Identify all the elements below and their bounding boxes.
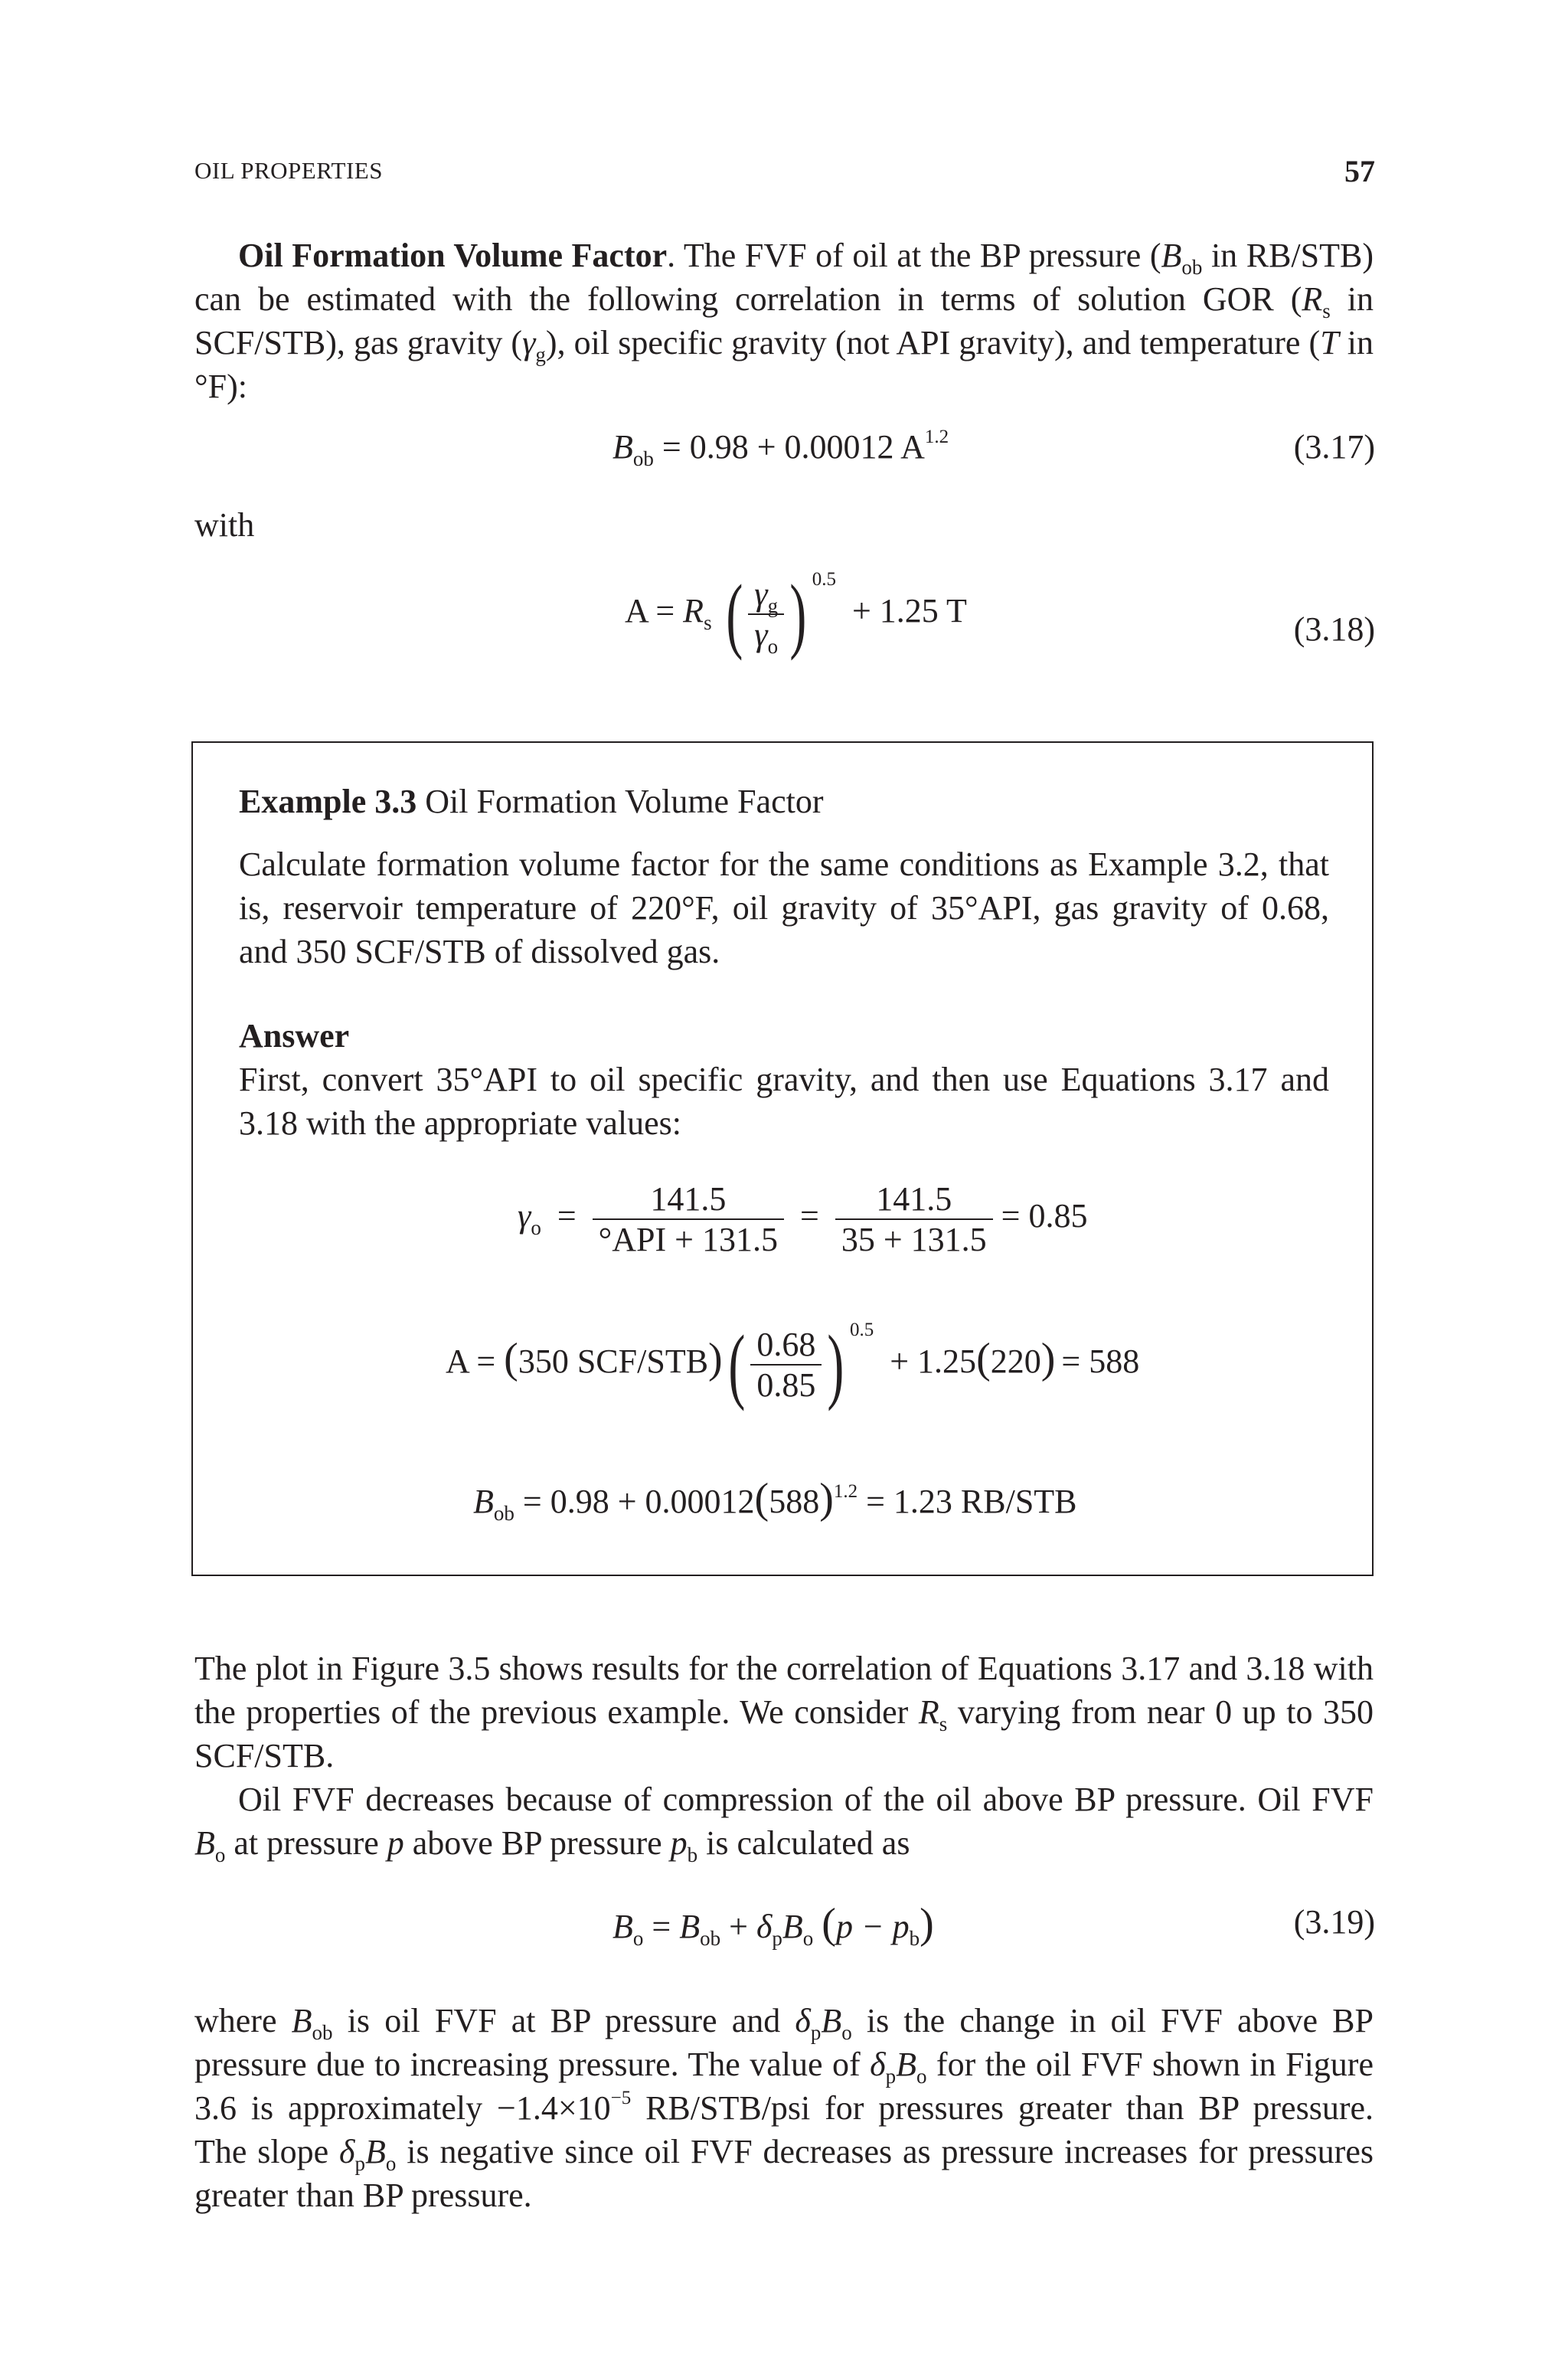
page-number: 57 <box>1344 154 1375 188</box>
equation-3-17: $B_{ob} = 0.98 + 0.00012$ $A^{1.2}$ <box>612 427 949 470</box>
body-paragraph-2: Oil FVF decreases because of compression of the oil above BP pressure. Oil FVF $B_o$ at pressure p above BP pressure $p_b$ is calculated as <box>194 1781 1374 1866</box>
equation-3-19: $B_o = B_{ob} + \delta_pB_o$ $(p - p_b)$ <box>612 1900 934 1950</box>
equation-3-18: $A = R_s$ ( $\frac{\gamma_g}{\gamma_o}$ ) $^{0.5}$ + 1.25 T <box>625 567 967 661</box>
intro-paragraph: Oil Formation Volume Factor. The FVF of oil at the BP pressure ($B_{ob}$ in RB/STB) can be estimated with the following correlation in terms of solution GOR ($R_s$ in SCF/STB), gas gravity $(\gamma_g)$, oil specific gravity (not API gravity), and temperature (T in °F): <box>194 237 1374 405</box>
answer-label: Answer <box>239 1017 350 1055</box>
running-header: OIL PROPERTIES <box>194 157 383 184</box>
equation-number-3-18: (3.18) <box>1293 610 1375 648</box>
gamma-fraction: $\frac{\gamma_g}{\gamma_o}$ <box>748 574 784 654</box>
body-paragraph-3: where $B_{ob}$ is oil FVF at BP pressure and $\delta_pB_o$ is the change in oil FVF above BP pressure due to increasing pressure. The value of $\delta_pB_o$ for the oil FVF shown in Figure 3.6 is approximately $-1.4\times 10^{-5}$ RB/STB/psi for pressures greater than BP pressure. The slope $\delta_pB_o$ is negative since oil FVF decreases as pressure increases for pressures greater than BP pressure. <box>194 2002 1374 2214</box>
a-calculation: A = (350 SCF/STB)( $\frac{0.68}{0.85}$ ) $^{0.5}$ + 1.25(220) = 588 <box>446 1317 1140 1411</box>
equation-number-3-17: (3.17) <box>1293 428 1375 466</box>
equation-number-3-19: (3.19) <box>1293 1903 1375 1941</box>
with-label: with <box>194 506 255 544</box>
example-box <box>191 741 1374 1576</box>
gamma-o-calculation: $\gamma_o$ = $\frac{141.5}{\text{°API + 131.5}}$ = $\frac{141.5}{35 + 131.5}$ = 0.85 <box>518 1180 1088 1258</box>
bob-calculation: $B_{ob} = 0.98 + 0.00012(588)^{1.2} = 1.23$ RB/STB <box>473 1475 1077 1525</box>
intro-title: Oil Formation Volume Factor <box>238 237 668 274</box>
answer-text: First, convert 35°API to oil specific gravity, and then use Equations 3.17 and 3.18 with the appropriate values: <box>239 1061 1329 1142</box>
body-paragraph-1: The plot in Figure 3.5 shows results for the correlation of Equations 3.17 and 3.18 with the properties of the previous example. We consider $R_s$ varying from near 0 up to 350 SCF/STB. Oil FVF decreases because of compression of the oil above BP pressure. Oil FVF $B_o$ at pressure p above BP pressure $p_b$ is calculated as <box>194 1650 1374 1866</box>
example-title: Example 3.3 Oil Formation Volume Factor <box>239 783 824 820</box>
example-problem: Calculate formation volume factor for the same conditions as Example 3.2, that is, reservoir temperature of 220°F, oil gravity of 35°API, gas gravity of 0.68, and 350 SCF/STB of dissolved gas. <box>239 845 1329 970</box>
